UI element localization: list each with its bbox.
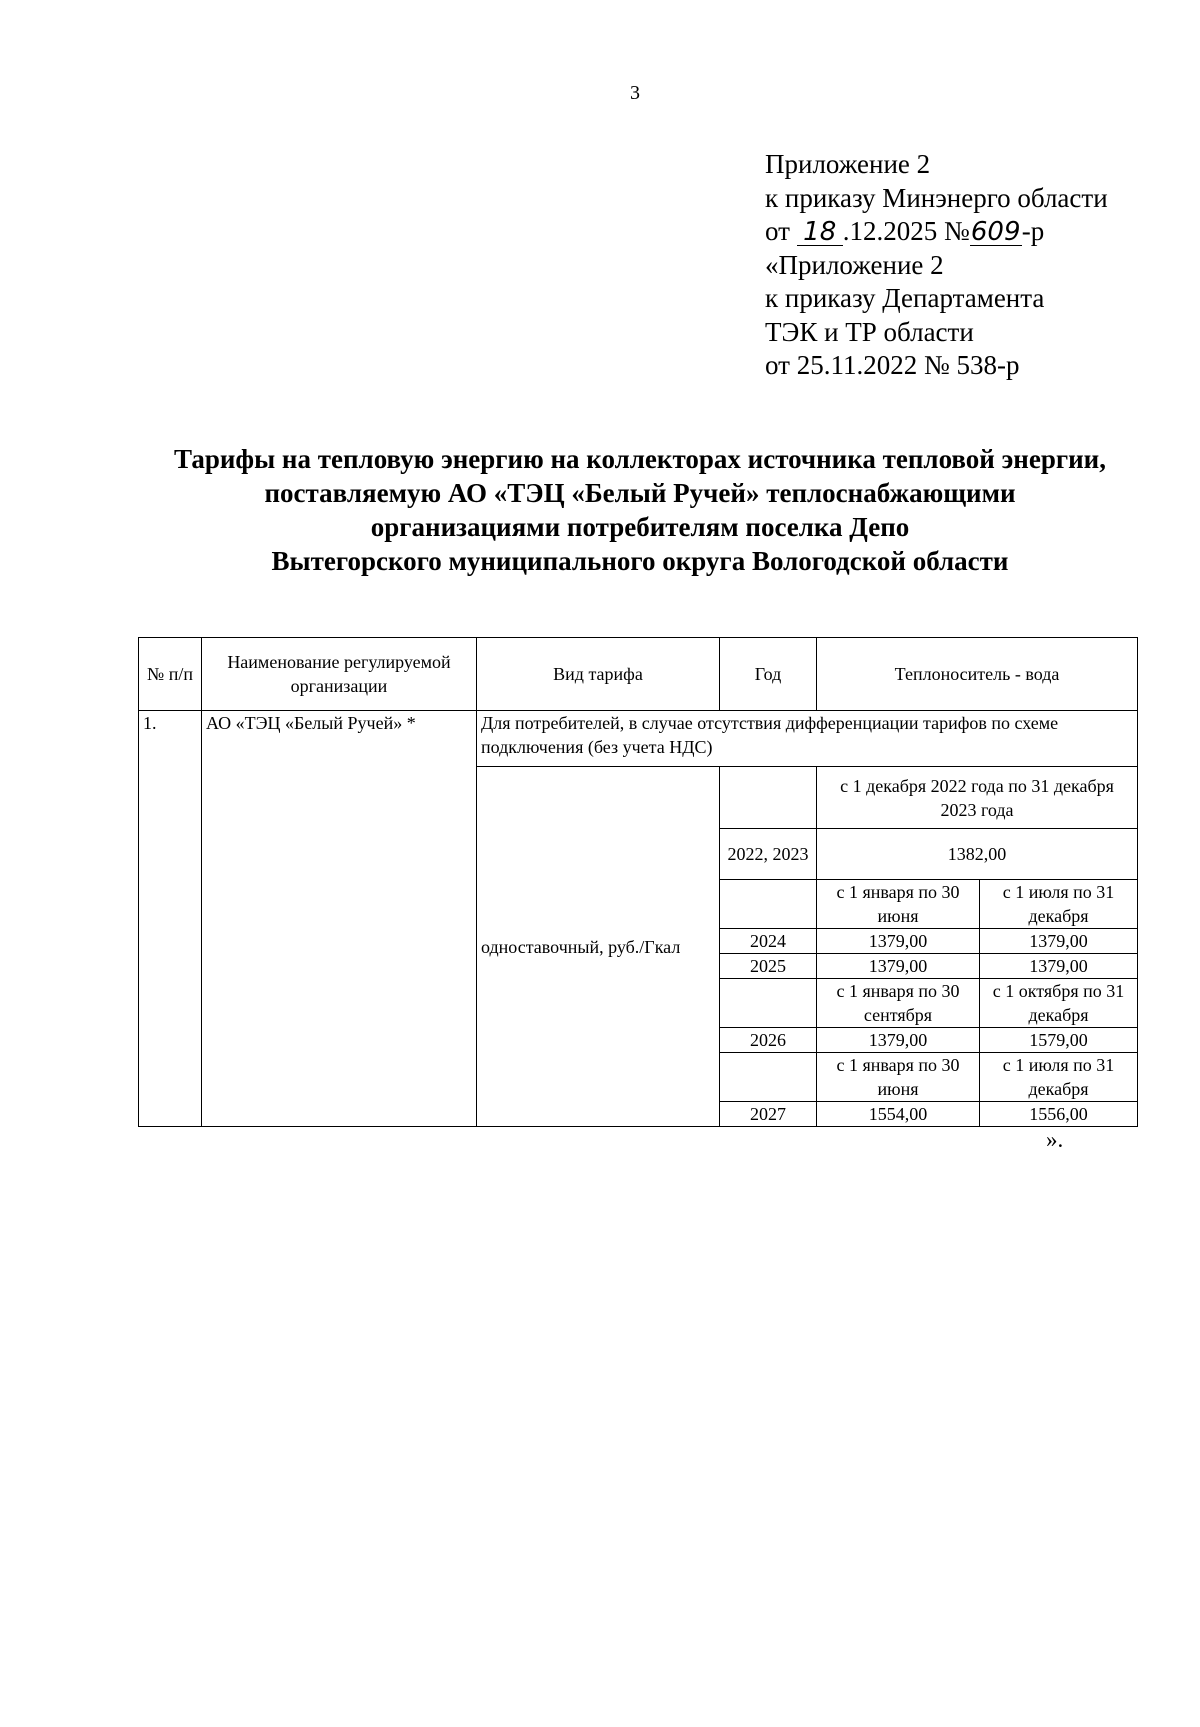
period-2022-2023: с 1 декабря 2022 года по 31 декабря 2023 года bbox=[817, 767, 1138, 829]
header-year: Год bbox=[720, 638, 817, 711]
table-row bbox=[139, 711, 1138, 767]
year-cell-empty bbox=[720, 880, 817, 929]
appendix-line-5: к приказу Департамента bbox=[765, 283, 1045, 313]
order-date-prefix: от bbox=[765, 216, 790, 246]
document-title bbox=[100, 442, 1180, 578]
closing-quote: ». bbox=[1046, 1127, 1064, 1152]
year-2022-2023: 2022, 2023 bbox=[720, 829, 817, 880]
tariff-kind: одноставочный, руб./Гкал bbox=[477, 767, 720, 1127]
order-date-middle: .12.2025 № bbox=[842, 216, 970, 246]
value-2026-h1: 1379,00 bbox=[817, 1028, 980, 1053]
year-2024: 2024 bbox=[720, 929, 817, 954]
tariff-table bbox=[138, 637, 1138, 1127]
value-2024-h1: 1379,00 bbox=[817, 929, 980, 954]
appendix-line-2: к приказу Минэнерго области bbox=[765, 182, 1108, 213]
title-line-1: Тарифы на тепловую энергию на коллекторах источника тепловой энергии, bbox=[174, 444, 1106, 474]
value-2027-h2: 1556,00 bbox=[980, 1102, 1138, 1127]
page-number: 3 bbox=[630, 82, 640, 104]
appendix-block bbox=[765, 148, 1108, 383]
year-cell-empty bbox=[720, 1053, 817, 1102]
period-a-h2: с 1 июля по 31 декабря bbox=[980, 880, 1138, 929]
title-line-4: Вытегорского муниципального округа Вологодской области bbox=[271, 546, 1009, 576]
table-header-row bbox=[139, 638, 1138, 711]
year-2025: 2025 bbox=[720, 954, 817, 979]
year-2027: 2027 bbox=[720, 1102, 817, 1127]
value-2022-2023: 1382,00 bbox=[817, 829, 1138, 880]
period-a-h1: с 1 января по 30 июня bbox=[817, 880, 980, 929]
year-cell-empty bbox=[720, 979, 817, 1028]
handwritten-order-number: 609 bbox=[970, 217, 1021, 247]
period-b-h2: с 1 октября по 31 декабря bbox=[980, 979, 1138, 1028]
appendix-line-3 bbox=[765, 215, 1108, 249]
header-num: № п/п bbox=[139, 638, 202, 711]
period-c-h1: с 1 января по 30 июня bbox=[817, 1053, 980, 1102]
year-2026: 2026 bbox=[720, 1028, 817, 1053]
period-c-h2: с 1 июля по 31 декабря bbox=[980, 1053, 1138, 1102]
appendix-line-6: ТЭК и ТР области bbox=[765, 316, 974, 347]
value-2025-h2: 1379,00 bbox=[980, 954, 1138, 979]
consumers-note: Для потребителей, в случае отсутствия дифференциации тарифов по схеме подключения (без учета НДС) bbox=[477, 711, 1138, 767]
order-number-suffix: -р bbox=[1021, 216, 1045, 246]
value-2024-h2: 1379,00 bbox=[980, 929, 1138, 954]
period-b-h1: с 1 января по 30 сентября bbox=[817, 979, 980, 1028]
header-carrier: Теплоноситель - вода bbox=[817, 638, 1138, 711]
handwritten-day: 18 bbox=[797, 219, 843, 246]
appendix-line-7: от 25.11.2022 № 538-р bbox=[765, 350, 1020, 380]
value-2026-h2: 1579,00 bbox=[980, 1028, 1138, 1053]
year-cell-empty bbox=[720, 767, 817, 829]
title-line-3: организациями потребителям поселка Депо bbox=[370, 512, 910, 542]
row-number: 1. bbox=[139, 711, 202, 1127]
header-org: Наименование регулируемой организации bbox=[202, 638, 477, 711]
value-2027-h1: 1554,00 bbox=[817, 1102, 980, 1127]
title-line-2: поставляемую АО «ТЭЦ «Белый Ручей» теплоснабжающими bbox=[264, 478, 1016, 508]
value-2025-h1: 1379,00 bbox=[817, 954, 980, 979]
appendix-line-1: Приложение 2 bbox=[765, 149, 931, 179]
appendix-line-4: «Приложение 2 bbox=[765, 249, 944, 280]
header-tariff-type: Вид тарифа bbox=[477, 638, 720, 711]
organization-name: АО «ТЭЦ «Белый Ручей» * bbox=[202, 711, 477, 1127]
